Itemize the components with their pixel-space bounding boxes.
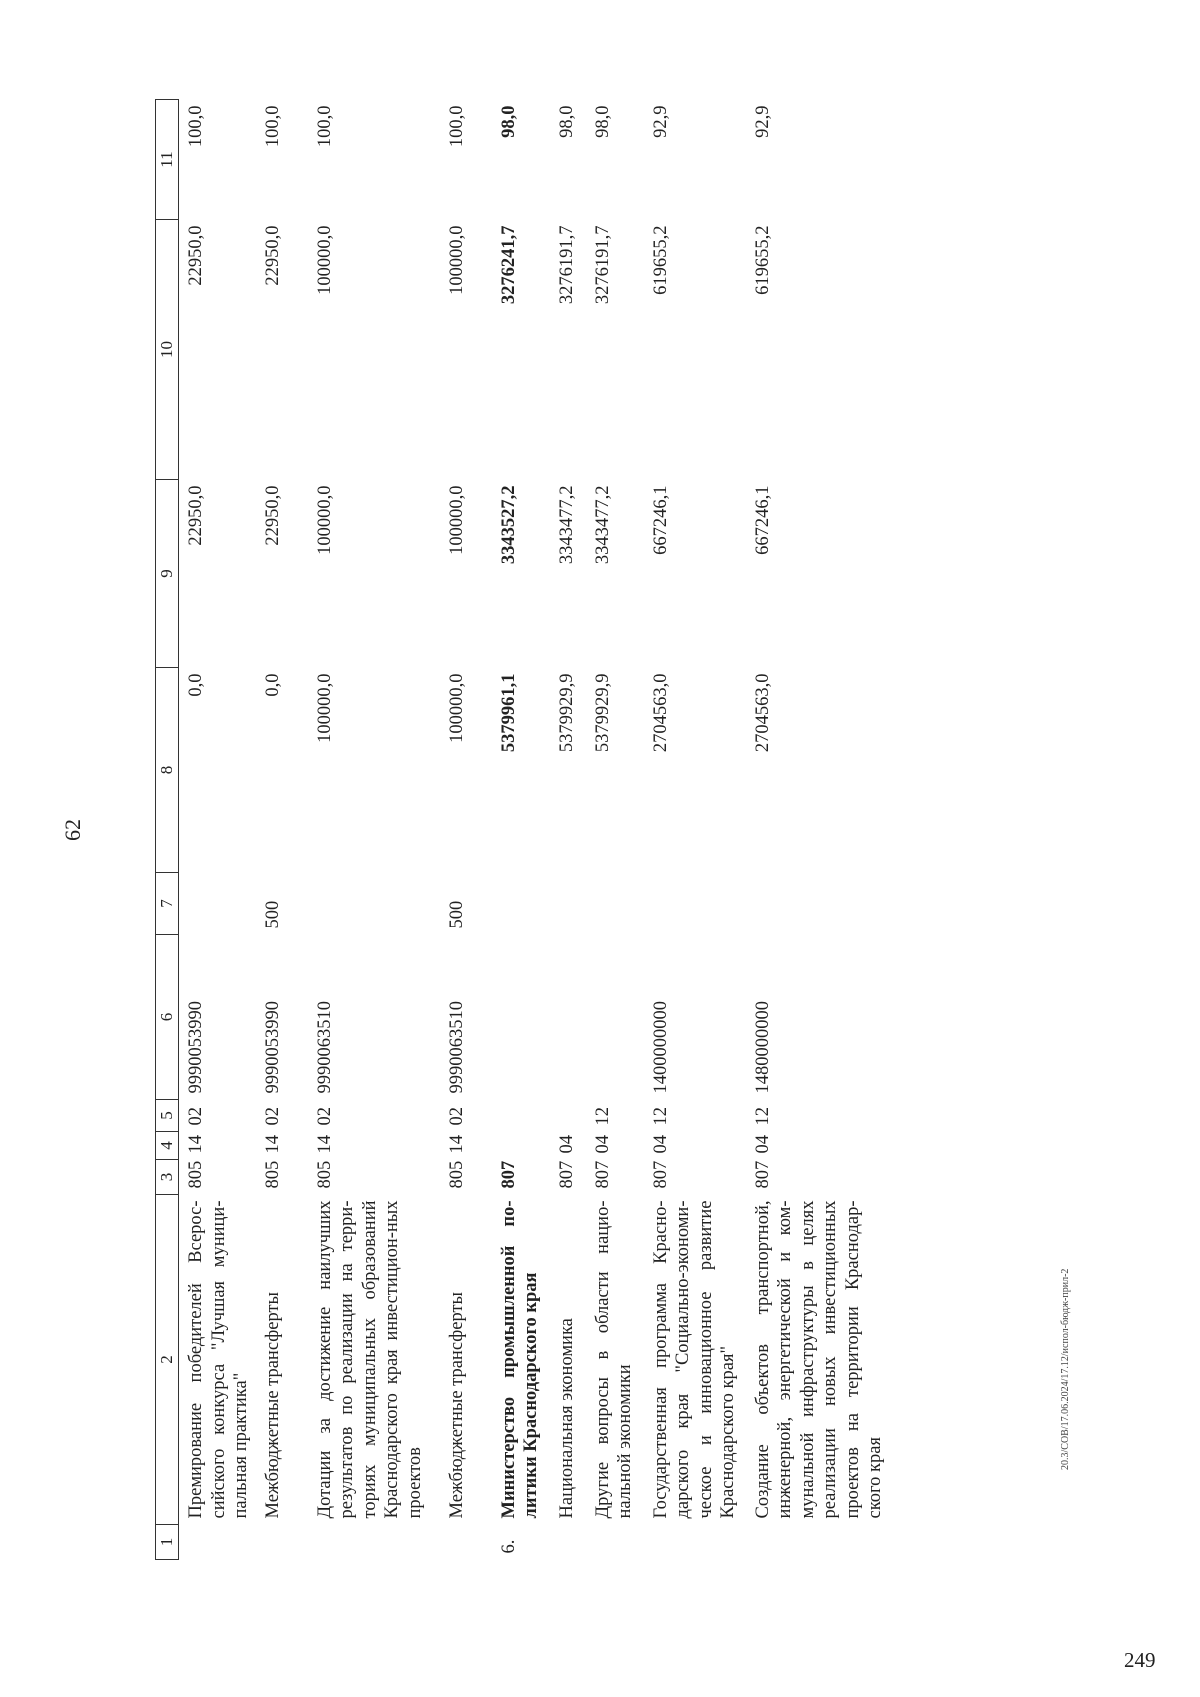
cell-col-3: 807 [592,1160,613,1189]
cell-col-6: 1480000000 [752,1001,773,1094]
cell-col-4: 14 [446,1135,467,1154]
cell-col-9: 3343477,2 [556,485,577,565]
cell-col-3: 805 [186,1160,206,1189]
cell-col-10: 3276241,7 [498,225,519,305]
cell-col-9: 667246,1 [752,485,773,555]
cell-col-5: 02 [186,1107,206,1126]
cell-col-8: 2704563,0 [752,673,773,753]
cell-col-1 [551,1525,587,1560]
cell-col-9: 3343477,2 [592,485,613,565]
cell-col-8: 0,0 [262,673,283,697]
column-number-3: 3 [156,1160,179,1195]
cell-col-1 [257,1525,309,1560]
column-number-8: 8 [156,668,179,873]
cell-col-5: 12 [650,1107,671,1126]
cell-col-5: 02 [262,1107,283,1126]
cell-col-9: 22950,0 [262,485,283,546]
column-number-row [156,100,179,1560]
cell-col-1 [309,1525,441,1560]
cell-col-4: 14 [262,1135,283,1154]
column-number-10: 10 [156,220,179,480]
cell-col-7 [645,873,747,935]
cell-col-8: 5379929,9 [592,673,613,753]
cell-col-8: 2704563,0 [650,673,671,753]
cell-col-3: 805 [262,1160,283,1189]
table-row [645,100,747,1560]
cell-col-9: 100000,0 [446,485,467,555]
cell-col-7 [587,873,645,935]
cell-col-6 [551,935,587,1100]
cell-col-4: 04 [650,1135,671,1154]
cell-col-10: 3276191,7 [556,225,577,305]
table-row [179,100,257,1560]
cell-col-7: 500 [262,900,283,929]
cell-col-4: 04 [752,1135,773,1154]
cell-col-10: 619655,2 [650,225,671,295]
cell-col-9: 3343527,2 [498,485,519,565]
cell-col-8: 100000,0 [446,673,467,743]
cell-col-8: 100000,0 [314,673,335,743]
cell-col-2: Национальная экономика [556,1318,577,1519]
cell-col-10: 3276191,7 [592,225,613,305]
cell-col-8: 0,0 [186,673,206,697]
cell-col-7 [179,873,257,935]
cell-col-11: 92,9 [752,105,773,138]
cell-col-1 [645,1525,747,1560]
cell-col-5 [551,1100,587,1132]
sheet-number: 249 [1124,1648,1156,1672]
cell-col-5 [493,1100,551,1132]
table-body [179,100,895,1560]
cell-col-6: 9990053990 [186,1001,206,1094]
cell-col-5: 02 [314,1107,335,1126]
cell-col-1 [179,1525,257,1560]
cell-col-9: 667246,1 [650,485,671,555]
cell-col-4: 14 [186,1135,206,1154]
cell-col-10: 100000,0 [446,225,467,295]
budget-table [155,99,895,1560]
page-number: 62 [60,819,85,841]
cell-col-2: Министерство промышленной по-литики Краснодарского края [498,1200,542,1519]
cell-col-8: 5379929,9 [556,673,577,753]
cell-col-7 [747,873,895,935]
table-row [493,100,551,1560]
table-row [257,100,309,1560]
cell-col-6: 9990063510 [446,1001,467,1094]
cell-col-8: 5379961,1 [498,673,519,753]
table-row [441,100,493,1560]
cell-col-2: Создание объектов транспортной, инженерной, энергетической и ком-мунальной инфраструктуры в целях реализации новых инвестиционных проектов на территории Краснодар-ского края [752,1200,886,1519]
cell-col-6: 9990053990 [262,1001,283,1094]
cell-col-2: Другие вопросы в области нацио-нальной экономики [592,1200,636,1519]
cell-col-7 [493,873,551,935]
cell-col-11: 100,0 [186,105,206,148]
cell-col-3: 805 [314,1160,335,1189]
cell-col-9: 100000,0 [314,485,335,555]
cell-col-4: 04 [592,1135,613,1154]
cell-col-5: 02 [446,1107,467,1126]
cell-col-6: 9990063510 [314,1001,335,1094]
cell-col-3: 807 [752,1160,773,1189]
cell-col-11: 92,9 [650,105,671,138]
cell-col-10: 619655,2 [752,225,773,295]
cell-col-4 [493,1132,551,1160]
cell-col-1 [441,1525,493,1560]
cell-col-11: 100,0 [446,105,467,148]
cell-col-6 [587,935,645,1100]
cell-col-10: 22950,0 [186,225,206,286]
column-number-9: 9 [156,480,179,668]
cell-col-4: 14 [314,1135,335,1154]
cell-col-7 [551,873,587,935]
cell-col-10: 22950,0 [262,225,283,286]
cell-col-7: 500 [446,900,467,929]
cell-col-11: 98,0 [498,105,519,138]
cell-col-4: 04 [556,1135,577,1154]
document-stamp: 20.3/СОВ/17.06.2024/17.12/испол-бюдж-прил-2 [1060,1268,1071,1470]
column-number-7: 7 [156,873,179,935]
cell-col-3: 805 [446,1160,467,1189]
cell-col-3: 807 [498,1160,519,1189]
cell-col-3: 807 [556,1160,577,1189]
rotated-page [60,100,1155,1560]
column-number-2: 2 [156,1195,179,1525]
cell-col-2: Межбюджетные трансферты [446,1292,467,1519]
cell-col-2: Государственная программа Красно-дарского края "Социально-экономи-ческое и инновационное развитие Краснодарского края" [650,1200,739,1519]
cell-col-5: 12 [752,1107,773,1126]
cell-col-6: 1400000000 [650,1001,671,1094]
cell-col-11: 98,0 [592,105,613,138]
table-row [587,100,645,1560]
table-row [747,100,895,1560]
column-number-11: 11 [156,100,179,220]
cell-col-5: 12 [592,1107,613,1126]
column-number-1: 1 [156,1525,179,1560]
cell-col-6 [493,935,551,1100]
cell-col-2: Межбюджетные трансферты [262,1292,283,1519]
table-row [551,100,587,1560]
column-number-5: 5 [156,1100,179,1132]
cell-col-9: 22950,0 [186,485,206,546]
cell-col-3: 807 [650,1160,671,1189]
cell-col-10: 100000,0 [314,225,335,295]
cell-col-1 [587,1525,645,1560]
cell-col-1: 6. [498,1539,519,1554]
cell-col-2: Дотации за достижение наилучших результатов по реализации на терри-ториях муниципальных образований Краснодарского края инвестицион-ных проектов [314,1200,425,1519]
cell-col-1 [747,1525,895,1560]
column-number-4: 4 [156,1132,179,1160]
column-number-6: 6 [156,935,179,1100]
cell-col-11: 100,0 [314,105,335,148]
cell-col-11: 98,0 [556,105,577,138]
cell-col-11: 100,0 [262,105,283,148]
table-row [309,100,441,1560]
cell-col-7 [309,873,441,935]
cell-col-2: Премирование победителей Всерос-сийского конкурса "Лучшая муници-пальная практика" [186,1200,252,1519]
